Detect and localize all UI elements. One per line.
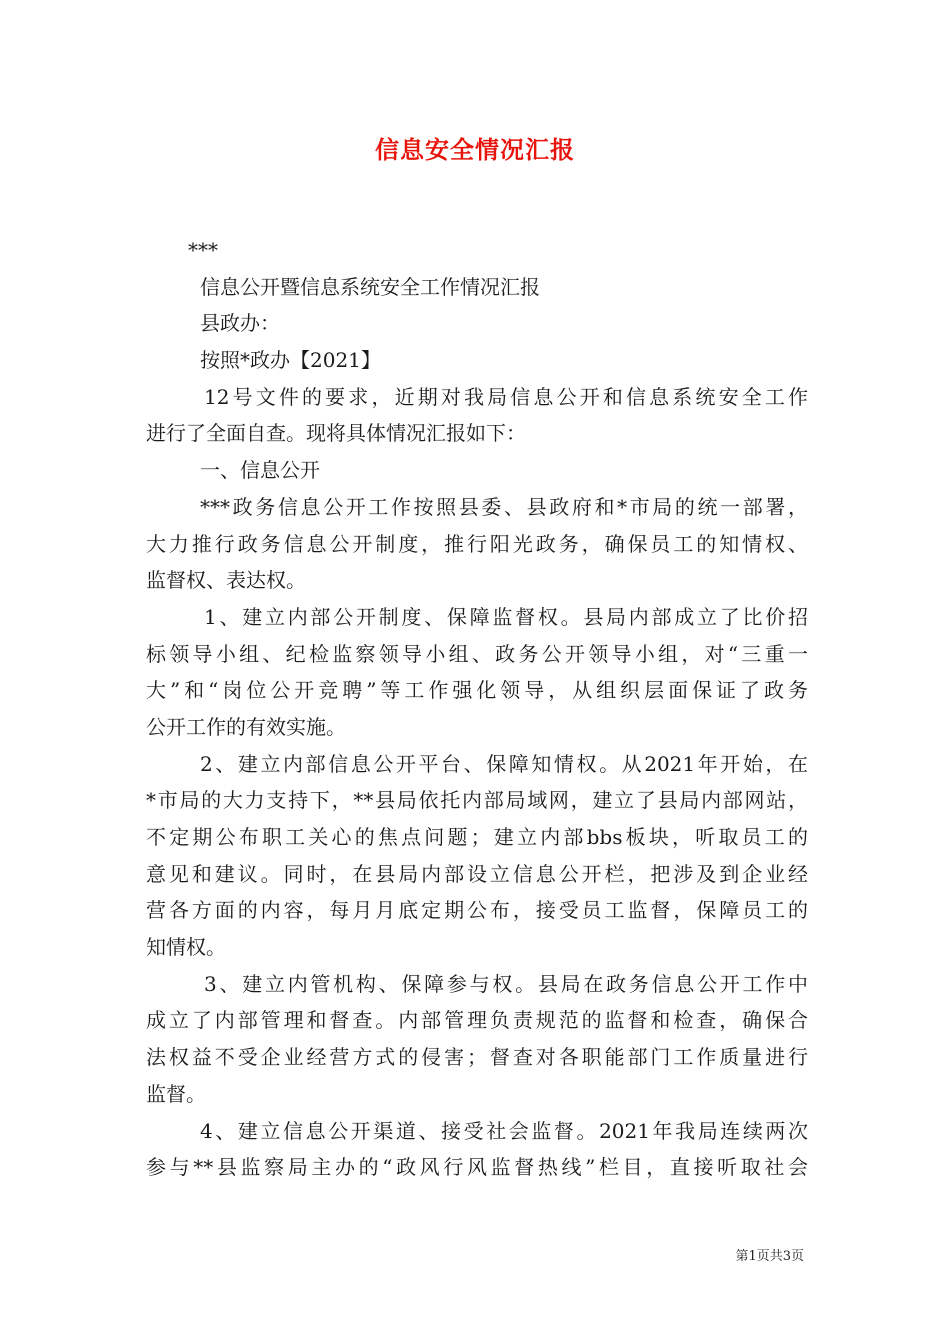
text-line: 公开工作的有效实施。	[146, 714, 346, 739]
text-line: 信息公开暨信息系统安全工作情况汇报	[200, 274, 540, 299]
text-line: 参与**县监察局主办的“政风行风监督热线”栏目，直接听取社会	[146, 1155, 808, 1180]
page-footer: 第1页共3页	[735, 1249, 804, 1264]
text-line: 成立了内部管理和督查。内部管理负责规范的监督和检查，确保合	[146, 1008, 808, 1033]
text-line: 大”和“岗位公开竞聘”等工作强化领导，从组织层面保证了政务	[146, 678, 808, 703]
text-line: 标领导小组、纪检监察领导小组、政务公开领导小组，对“三重一	[146, 641, 808, 666]
text-line: 法权益不受企业经营方式的侵害；督查对各职能部门工作质量进行	[146, 1045, 808, 1070]
text-line: 意见和建议。同时，在县局内部设立信息公开栏，把涉及到企业经	[146, 861, 808, 886]
text-line: *市局的大力支持下，**县局依托内部局域网，建立了县局内部网站，	[146, 788, 808, 813]
text-line: 营各方面的内容，每月月底定期公布，接受员工监督，保障员工的	[146, 898, 808, 923]
text-line: 大力推行政务信息公开制度，推行阳光政务，确保员工的知情权、	[146, 531, 808, 556]
text-line: 监督权、表达权。	[146, 568, 306, 593]
text-line: 1、建立内部公开制度、保障监督权。县局内部成立了比价招	[204, 604, 808, 629]
text-line: 监督。	[146, 1081, 206, 1106]
text-line: 进行了全面自查。现将具体情况汇报如下：	[146, 421, 526, 446]
text-line: 3、建立内管机构、保障参与权。县局在政务信息公开工作中	[204, 971, 808, 996]
text-line: ***	[188, 238, 218, 262]
text-line: 12号文件的要求，近期对我局信息公开和信息系统安全工作	[204, 384, 808, 409]
text-line: 一、信息公开	[200, 458, 320, 483]
text-line: 4、建立信息公开渠道、接受社会监督。2021年我局连续两次	[200, 1118, 808, 1143]
text-line: 按照*政办【2021】	[200, 348, 381, 373]
text-line: ***政务信息公开工作按照县委、县政府和*市局的统一部署，	[200, 494, 808, 519]
text-line: 不定期公布职工关心的焦点问题；建立内部bbs板块，听取员工的	[146, 825, 808, 849]
document-body	[146, 232, 808, 1186]
text-line: 知情权。	[146, 935, 226, 960]
text-line: 县政办：	[200, 311, 280, 336]
text-line: 2、建立内部信息公开平台、保障知情权。从2021年开始，在	[200, 751, 808, 776]
document-title: 信息安全情况汇报	[375, 135, 575, 164]
